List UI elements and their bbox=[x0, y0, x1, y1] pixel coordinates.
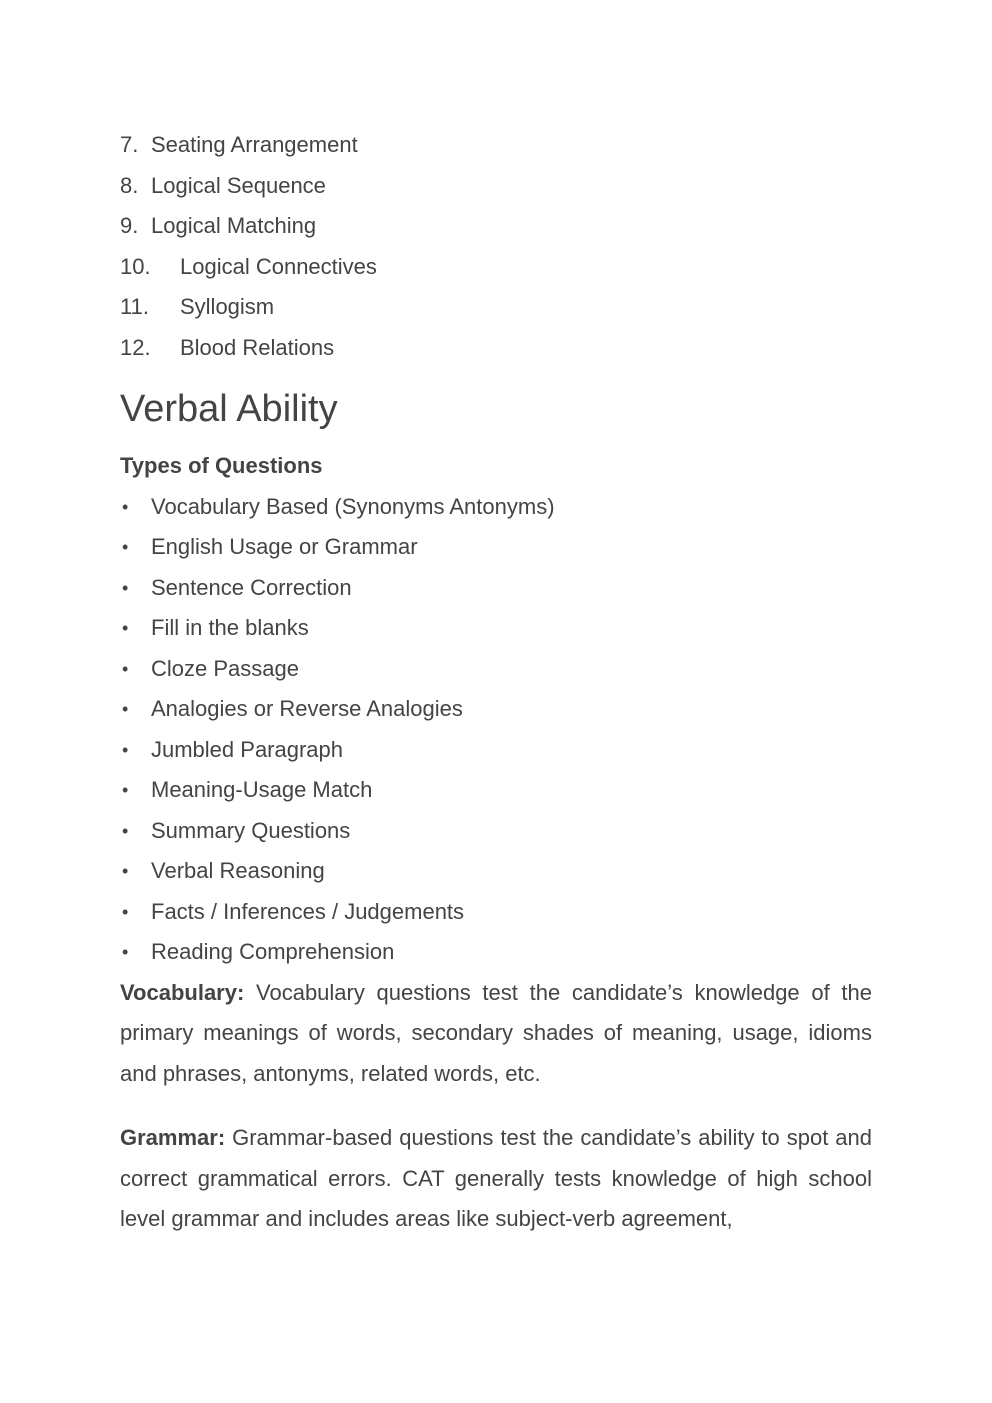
bullet-icon: • bbox=[122, 739, 129, 760]
bullet-icon: • bbox=[122, 618, 129, 638]
bullet-icon: • bbox=[122, 901, 129, 922]
list-text: Seating Arrangement bbox=[151, 132, 358, 157]
bullet-icon: • bbox=[122, 699, 129, 719]
vocabulary-paragraph bbox=[120, 973, 872, 1095]
list-item bbox=[120, 770, 872, 811]
list-text: Logical Matching bbox=[151, 213, 317, 238]
list-text: Logical Sequence bbox=[151, 172, 326, 198]
list-item bbox=[120, 568, 872, 609]
list-text: Logical Connectives bbox=[180, 253, 377, 279]
bullet-icon: • bbox=[122, 496, 129, 517]
list-number: 8. bbox=[120, 172, 139, 198]
list-text: Analogies or Reverse Analogies bbox=[151, 696, 463, 721]
list-number: 9. bbox=[120, 213, 139, 238]
list-text: Verbal Reasoning bbox=[151, 858, 325, 883]
list-item bbox=[120, 811, 872, 852]
list-item bbox=[120, 287, 872, 328]
list-item bbox=[120, 166, 872, 207]
list-item bbox=[120, 328, 872, 369]
bullet-icon: • bbox=[122, 537, 129, 557]
list-item bbox=[120, 527, 872, 568]
bullet-icon: • bbox=[122, 861, 129, 881]
list-item bbox=[120, 608, 872, 649]
list-text: Fill in the blanks bbox=[151, 615, 309, 640]
subheading: Types of Questions bbox=[120, 453, 323, 478]
bullet-icon: • bbox=[122, 780, 129, 800]
numbered-list bbox=[120, 125, 872, 368]
list-item bbox=[120, 730, 872, 771]
list-text: Facts / Inferences / Judgements bbox=[151, 898, 465, 924]
list-text: Meaning-Usage Match bbox=[151, 777, 373, 802]
list-text: Reading Comprehension bbox=[151, 939, 395, 964]
list-text: Vocabulary Based (Synonyms Antonyms) bbox=[151, 493, 555, 519]
list-item bbox=[120, 892, 872, 933]
list-number: 10. bbox=[120, 253, 151, 279]
section-heading: Verbal Ability bbox=[120, 388, 338, 430]
bullet-icon: • bbox=[122, 942, 129, 962]
list-text: Summary Questions bbox=[151, 817, 351, 843]
list-item bbox=[120, 487, 872, 528]
list-text: Syllogism bbox=[180, 294, 275, 319]
bullet-list bbox=[120, 487, 872, 973]
list-text: Blood Relations bbox=[180, 334, 335, 360]
bullet-icon: • bbox=[122, 577, 129, 598]
bullet-icon: • bbox=[122, 658, 129, 679]
list-item bbox=[120, 125, 872, 166]
bullet-icon: • bbox=[122, 820, 129, 841]
list-number: 11. bbox=[120, 294, 149, 319]
list-number: 12. bbox=[120, 334, 151, 360]
document-page bbox=[120, 125, 872, 1240]
list-item bbox=[120, 851, 872, 892]
list-item bbox=[120, 649, 872, 690]
paragraph-text: Vocabulary questions test the candidate’s knowledge of the primary meanings of words, secondary shades of meaning, usage, idioms and phrases, antonyms, related words, etc. bbox=[120, 979, 872, 1086]
list-text: Jumbled Paragraph bbox=[151, 736, 344, 762]
paragraph-label: Vocabulary: bbox=[120, 979, 245, 1005]
list-text: Cloze Passage bbox=[151, 655, 299, 681]
list-item bbox=[120, 932, 872, 973]
paragraph-label: Grammar: bbox=[120, 1125, 226, 1150]
list-text: English Usage or Grammar bbox=[151, 534, 418, 559]
grammar-paragraph bbox=[120, 1118, 872, 1240]
list-item bbox=[120, 247, 872, 288]
list-text: Sentence Correction bbox=[151, 574, 352, 600]
list-item bbox=[120, 206, 872, 247]
list-item bbox=[120, 689, 872, 730]
list-number: 7. bbox=[120, 132, 139, 157]
paragraph-text: Grammar-based questions test the candidate’s ability to spot and correct grammatical errors. CAT generally tests knowledge of high school level grammar and includes areas like subject-verb agreement, bbox=[120, 1125, 872, 1231]
